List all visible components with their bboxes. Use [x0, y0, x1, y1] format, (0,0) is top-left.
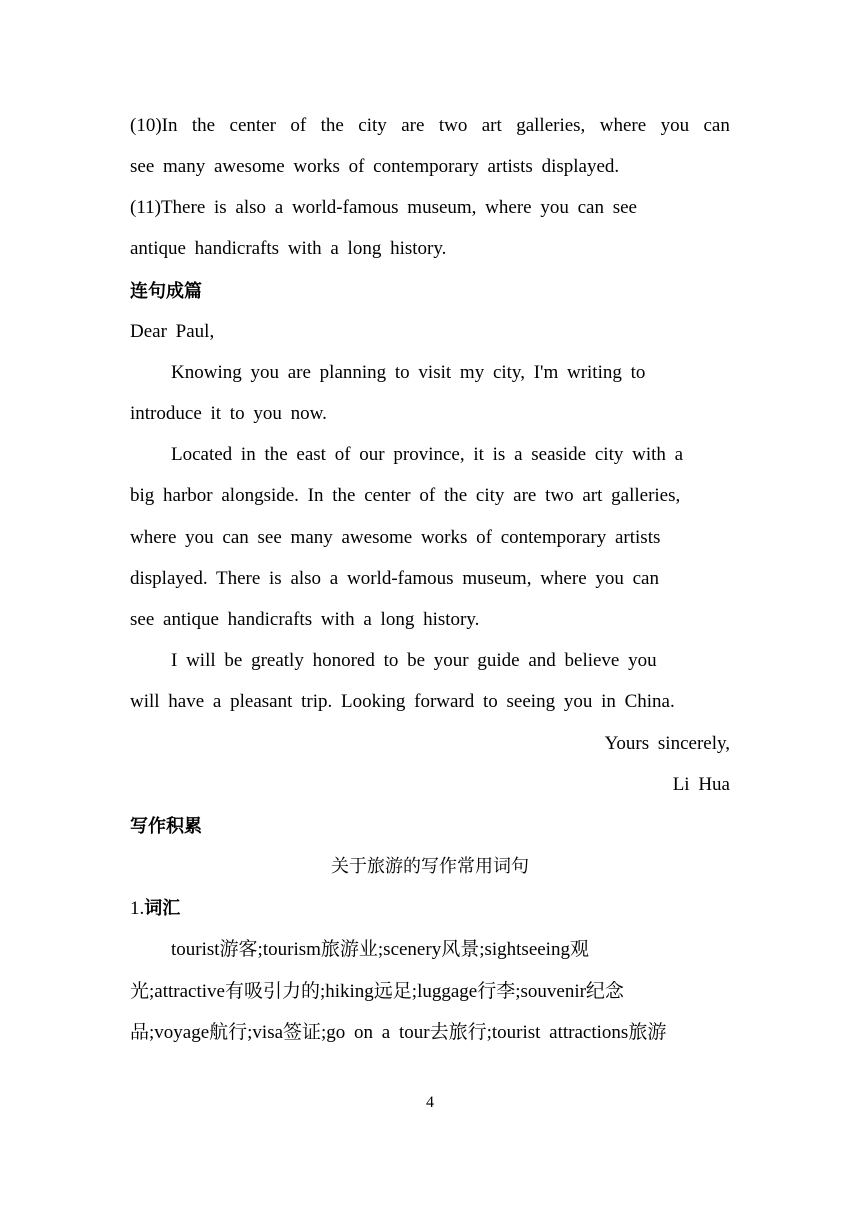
letter-paragraph-line: big harbor alongside. In the center of the city are two art galleries, — [130, 485, 681, 506]
word: where — [599, 115, 647, 136]
letter-paragraph-line: Knowing you are planning to visit my city, I'm writing to — [171, 362, 646, 383]
letter-paragraph-line: Located in the east of our province, it is a seaside city with a — [171, 444, 684, 465]
section-heading: 写作积累 — [130, 816, 202, 837]
centered-title: 关于旅游的写作常用词句 — [331, 856, 529, 877]
text-line — [130, 114, 730, 138]
section-heading: 连句成篇 — [130, 281, 202, 302]
letter-paragraph-line: see antique handicrafts with a long history. — [130, 609, 480, 630]
subsection-heading — [130, 897, 730, 921]
subsection-title: 词汇 — [144, 898, 181, 919]
subsection-number: 1. — [130, 898, 145, 919]
vocab-line: tourist游客;tourism旅游业;scenery风景;sightseeing观 — [171, 939, 589, 960]
word: you — [660, 115, 690, 136]
text-line: see many awesome works of contemporary artists displayed. — [130, 156, 620, 177]
letter-paragraph-line: will have a pleasant trip. Looking forward to seeing you in China. — [130, 691, 675, 712]
word: two — [438, 115, 468, 136]
letter-closing: Yours sincerely, — [604, 733, 730, 754]
word: the — [320, 115, 344, 136]
word: galleries, — [516, 115, 586, 136]
letter-paragraph-line: I will be greatly honored to be your guide and believe you — [171, 650, 657, 671]
word: (10)In — [130, 115, 178, 136]
letter-paragraph-line: displayed. There is also a world-famous museum, where you can — [130, 568, 659, 589]
text-line: antique handicrafts with a long history. — [130, 238, 447, 259]
letter-signature: Li Hua — [672, 774, 730, 795]
vocab-line: 光;attractive有吸引力的;hiking远足;luggage行李;souvenir纪念 — [130, 981, 624, 1002]
word: the — [191, 115, 216, 136]
vocab-line: 品;voyage航行;visa签证;go on a tour去旅行;tourist attractions旅游 — [130, 1022, 667, 1043]
word: art — [481, 115, 502, 136]
word: city — [358, 115, 387, 136]
word: of — [290, 115, 307, 136]
word: center — [229, 115, 276, 136]
letter-paragraph-line: where you can see many awesome works of contemporary artists — [130, 527, 661, 548]
letter-salutation: Dear Paul, — [130, 321, 215, 342]
page-number: 4 — [426, 1094, 434, 1111]
letter-paragraph-line: introduce it to you now. — [130, 403, 327, 424]
text-line: (11)There is also a world-famous museum, where you can see — [130, 197, 637, 218]
word: are — [401, 115, 425, 136]
word: can — [703, 115, 730, 136]
